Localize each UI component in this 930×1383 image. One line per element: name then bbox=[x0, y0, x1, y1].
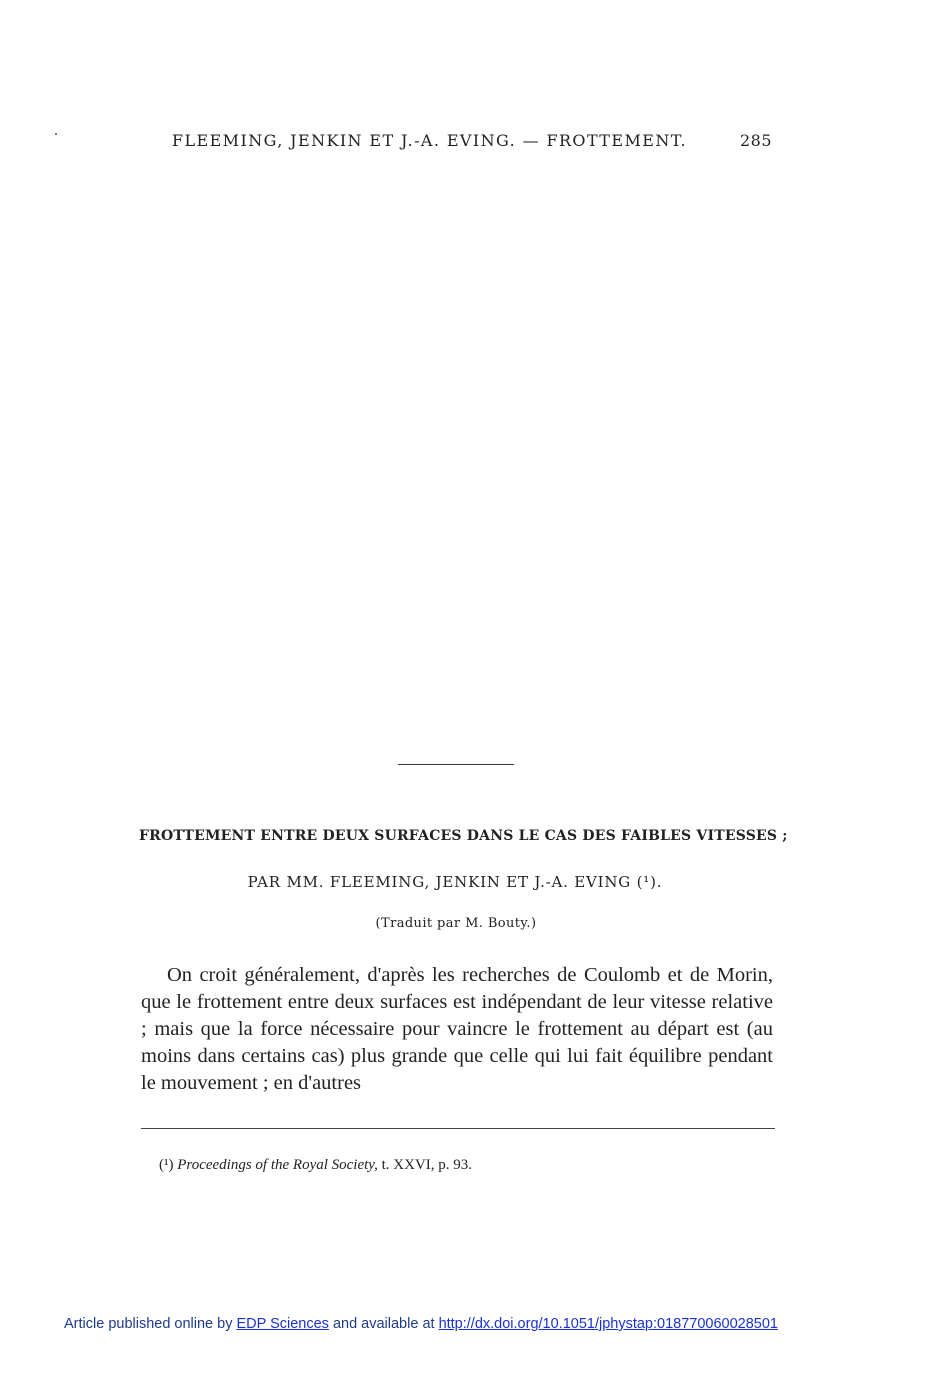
translator-note: (Traduit par M. Bouty.) bbox=[375, 916, 537, 931]
publisher-notice bbox=[64, 1316, 884, 1332]
article-title: FROTTEMENT ENTRE DEUX SURFACES DANS LE CAS DES FAIBLES VITESSES ; bbox=[139, 828, 788, 844]
page-number: 285 bbox=[740, 131, 773, 150]
footnote bbox=[159, 1157, 759, 1174]
footnote-divider bbox=[141, 1128, 775, 1129]
author-byline: PAR MM. FLEEMING, JENKIN ET J.-A. EVING (¹). bbox=[247, 873, 663, 891]
footnote-marker: (¹) bbox=[159, 1157, 174, 1173]
publisher-middle: and available at bbox=[332, 1316, 435, 1332]
scan-speck bbox=[55, 133, 57, 135]
section-separator bbox=[398, 764, 514, 765]
footnote-journal: Proceedings of the Royal Society, bbox=[177, 1157, 378, 1173]
doi-link[interactable]: http://dx.doi.org/10.1051/jphystap:018770060028501 bbox=[438, 1316, 778, 1332]
footnote-reference: t. XXVI, p. 93. bbox=[381, 1157, 473, 1173]
running-title: FLEEMING, JENKIN ET J.-A. EVING. — FROTTEMENT. bbox=[172, 131, 687, 150]
publisher-link[interactable]: EDP Sciences bbox=[236, 1316, 329, 1332]
running-header bbox=[172, 131, 772, 150]
publisher-prefix: Article published online by bbox=[64, 1316, 233, 1332]
body-paragraph: On croit généralement, d'après les recherches de Coulomb et de Morin, que le frottement entre deux surfaces est indépendant de leur vitesse relative ; mais que la force nécessaire pour vaincre le frottement au départ est (au moins dans certains cas) plus grande que celle qui lui fait équilibre pendant le mouvement ; en d'autres bbox=[141, 964, 773, 1094]
